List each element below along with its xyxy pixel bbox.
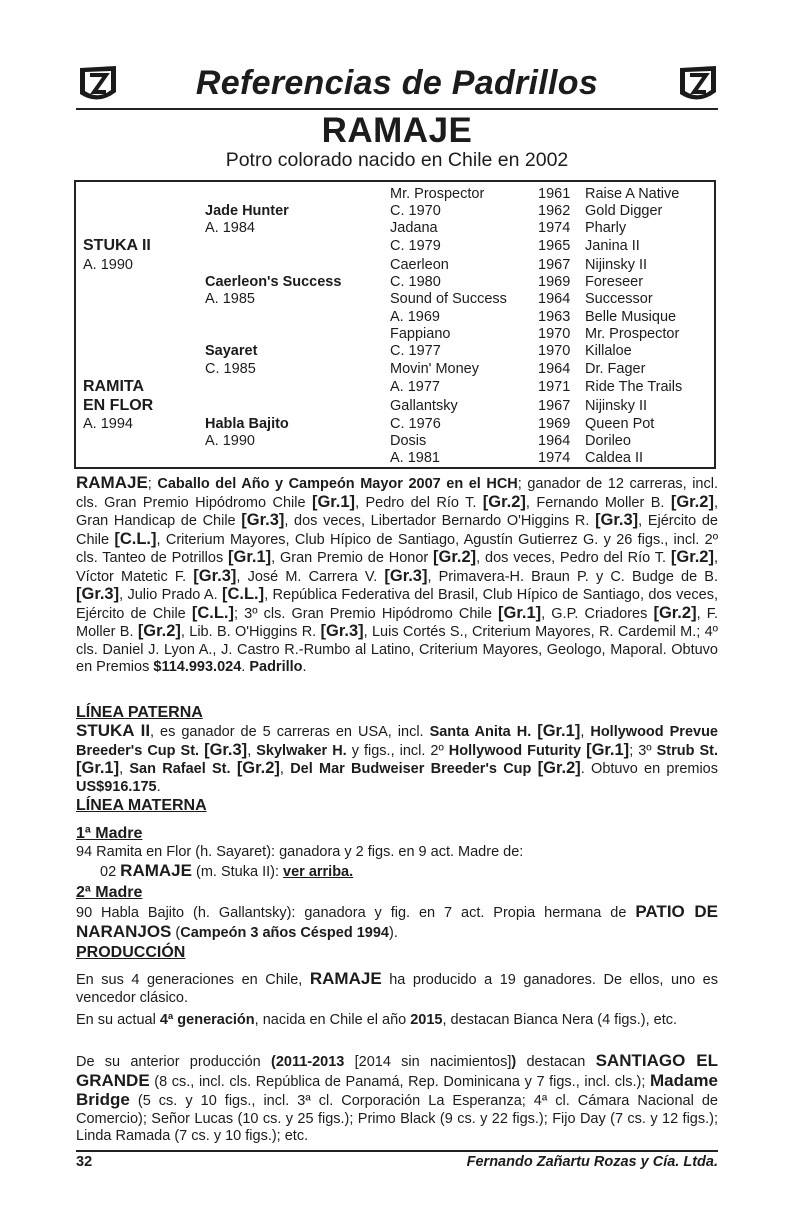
pedigree-cell: 1971 [538, 379, 571, 395]
pedigree-row [76, 360, 714, 378]
pedigree-row [76, 449, 714, 467]
pedigree-table [74, 180, 716, 469]
segunda-madre-heading: 2ª Madre [76, 884, 143, 901]
pedigree-cell: Dosis [390, 433, 427, 449]
linea-materna-heading: LÍNEA MATERNA [76, 797, 207, 814]
pedigree-cell: 1964 [538, 433, 571, 449]
pedigree-cell: C. 1980 [390, 274, 441, 290]
ver-arriba-link[interactable]: ver arriba. [283, 863, 354, 880]
linea-paterna-paragraph: STUKA II, es ganador de 5 carreras en USA, incl. Santa Anita H. [Gr.1], Hollywood Prevue Breeder's Cup St. [Gr.3], Skylwaker H. y figs., incl. 2º Hollywood Futurity [Gr.1]; 3º Strub St. [Gr.1], San Rafael St. [Gr.2], Del Mar Budweiser Breeder's Cup [Gr.2]. Obtuvo en premios US$916.175. [76, 721, 719, 795]
pedigree-row [76, 219, 714, 237]
pedigree-row [76, 185, 714, 203]
pedigree-cell: Habla Bajito [205, 416, 289, 432]
page-header [76, 60, 718, 110]
pedigree-row [76, 397, 714, 415]
pedigree-cell: A. 1981 [390, 450, 440, 466]
pedigree-cell: Pharly [585, 220, 627, 236]
pedigree-cell: 1964 [538, 361, 571, 377]
pedigree-cell: A. 1969 [390, 309, 440, 325]
pedigree-cell: 1970 [538, 343, 571, 359]
pedigree-cell: C. 1979 [390, 238, 441, 254]
pedigree-cell: 1967 [538, 398, 571, 414]
pedigree-cell: 1974 [538, 220, 571, 236]
horse-name-inline: RAMAJE [76, 473, 148, 492]
pedigree-row [76, 237, 714, 255]
pedigree-cell: A. 1994 [83, 416, 133, 432]
publisher-logo-icon [676, 62, 720, 106]
pedigree-cell: A. 1984 [205, 220, 255, 236]
pedigree-cell: Nijinsky II [585, 257, 648, 273]
series-title: Referencias de Padrillos [195, 64, 599, 102]
pedigree-cell: Queen Pot [585, 416, 655, 432]
pedigree-cell: Sound of Success [390, 291, 507, 307]
pedigree-cell: 1974 [538, 450, 571, 466]
pedigree-cell: Jadana [390, 220, 438, 236]
pedigree-row [76, 256, 714, 274]
pedigree-cell: Movin' Money [390, 361, 479, 377]
pedigree-row [76, 308, 714, 326]
linea-paterna-heading: LÍNEA PATERNA [76, 704, 203, 721]
pedigree-cell: RAMITA [83, 378, 145, 395]
produccion-paragraph-1: En sus 4 generaciones en Chile, RAMAJE ha producido a 19 ganadores. De ellos, uno es vencedor clásico. [76, 969, 718, 1006]
header-divider [76, 108, 718, 110]
pedigree-cell: Caerleon [390, 257, 449, 273]
pedigree-cell: EN FLOR [83, 397, 154, 414]
pedigree-cell: 1970 [538, 326, 571, 342]
pedigree-cell: Sayaret [205, 343, 258, 359]
pedigree-cell: Gold Digger [585, 203, 663, 219]
footer-divider [76, 1150, 718, 1152]
pedigree-cell: 1969 [538, 274, 571, 290]
pedigree-cell: Dorileo [585, 433, 631, 449]
pedigree-cell: Foreseer [585, 274, 644, 290]
pedigree-cell: Jade Hunter [205, 203, 289, 219]
pedigree-cell: 1964 [538, 291, 571, 307]
pedigree-cell: Janina II [585, 238, 640, 254]
page-number: 32 [76, 1154, 93, 1170]
pedigree-cell: 1961 [538, 186, 571, 202]
primera-madre-paragraph: 94 Ramita en Flor (h. Sayaret): ganadora y 2 figs. en 9 act. Madre de: 02 RAMAJE (m. Stuka II): ver arriba. [76, 844, 524, 880]
pedigree-cell: STUKA II [83, 237, 151, 254]
pedigree-row [76, 325, 714, 343]
campaign-paragraph: RAMAJE; Caballo del Año y Campeón Mayor 2007 en el HCH; ganador de 12 carreras, incl. cls. Gran Premio Hipódromo Chile [Gr.1], Pedro del Río T. [Gr.2], Fernando Moller B. [Gr.2], Gran Handicap de Chile [Gr.3], dos veces, Libertador Bernardo O'Higgins R. [Gr.3], Ejército de Chile [C.L.], Criterium Mayores, Club Hípico de Santiago, Agustín Gutierrez G. y 26 figs., incl. 2º cls. Tanteo de Potrillos [Gr.1], Gran Premio de Honor [Gr.2], dos veces, Pedro del Río T. [Gr.2], Víctor Matetic F. [Gr.3], José M. Carrera V. [Gr.3], Primavera-H. Braun P. y C. Budge de B. [Gr.3], Julio Prado A. [C.L.], República Federativa del Brasil, Club Hípico de Santiago, dos veces, Ejército de Chile [C.L.]; 3º cls. Gran Premio Hipódromo Chile [Gr.1], G.P. Criadores [Gr.2], F. Moller B. [Gr.2], Lib. B. O'Higgins R. [Gr.3], Luis Cortés S., Criterium Mayores, R. Cardemil M.; 4º cls. Daniel J. Lyon A., J. Castro R.-Rumbo al Latino, Criterium Mayores, Geologo, Maporal. Obtuvo en Premios $114.993.024. Padrillo. [76, 473, 719, 675]
horse-subtitle: Potro colorado nacido en Chile en 2002 [225, 149, 569, 171]
pedigree-cell: Nijinsky II [585, 398, 648, 414]
pedigree-row [76, 290, 714, 308]
pedigree-cell: Mr. Prospector [585, 326, 680, 342]
produccion-paragraph-2: En su actual 4ª generación, nacida en Chile el año 2015, destacan Bianca Nera (4 figs.), etc. [76, 1012, 678, 1028]
pedigree-cell: 1967 [538, 257, 571, 273]
pedigree-cell: Dr. Fager [585, 361, 646, 377]
produccion-heading: PRODUCCIÓN [76, 944, 186, 961]
pedigree-cell: Mr. Prospector [390, 186, 485, 202]
pedigree-row [76, 273, 714, 291]
pedigree-cell: Fappiano [390, 326, 451, 342]
pedigree-cell: Successor [585, 291, 653, 307]
segunda-madre-paragraph: 90 Habla Bajito (h. Gallantsky): ganadora y fig. en 7 act. Propia hermana de PATIO DE NARANJOS (Campeón 3 años Césped 1994). [76, 902, 718, 941]
pedigree-cell: 1965 [538, 238, 571, 254]
pedigree-row [76, 202, 714, 220]
pedigree-cell: Caerleon's Success [205, 274, 342, 290]
pedigree-cell: A. 1990 [83, 257, 133, 273]
pedigree-cell: 1962 [538, 203, 571, 219]
pedigree-cell: C. 1985 [205, 361, 256, 377]
pedigree-cell: Raise A Native [585, 186, 680, 202]
pedigree-cell: 1963 [538, 309, 571, 325]
pedigree-cell: A. 1990 [205, 433, 255, 449]
primera-madre-heading: 1ª Madre [76, 825, 143, 842]
pedigree-cell: C. 1977 [390, 343, 441, 359]
pedigree-cell: C. 1976 [390, 416, 441, 432]
pedigree-cell: Killaloe [585, 343, 632, 359]
pedigree-cell: A. 1985 [205, 291, 255, 307]
pedigree-row [76, 342, 714, 360]
pedigree-cell: Ride The Trails [585, 379, 683, 395]
pedigree-cell: 1969 [538, 416, 571, 432]
produccion-paragraph-3: De su anterior producción (2011-2013 [2014 sin nacimientos]) destacan SANTIAGO EL GRANDE (8 cs., incl. cls. República de Panamá, Rep. Dominicana y 7 figs., incl. cls.); Madame Bridge (5 cs. y 10 figs., incl. 3ª cl. Corporación La Esperanza; 4ª cl. Cámara Nacional de Comercio); Señor Lucas (10 cs. y 25 figs.); Primo Black (9 cs. y 22 figs.); Fijo Day (7 cs. y 12 figs.); Linda Ramada (7 cs. y 10 figs.); etc. [76, 1051, 718, 1144]
horse-name: RAMAJE [321, 111, 473, 150]
pedigree-row [76, 415, 714, 433]
pedigree-row [76, 378, 714, 396]
pedigree-cell: Belle Musique [585, 309, 677, 325]
pedigree-cell: A. 1977 [390, 379, 440, 395]
pedigree-row [76, 432, 714, 450]
pedigree-cell: Gallantsky [390, 398, 458, 414]
pedigree-cell: Caldea II [585, 450, 644, 466]
publisher-name: Fernando Zañartu Rozas y Cía. Ltda. [466, 1154, 718, 1170]
pedigree-cell: C. 1970 [390, 203, 441, 219]
